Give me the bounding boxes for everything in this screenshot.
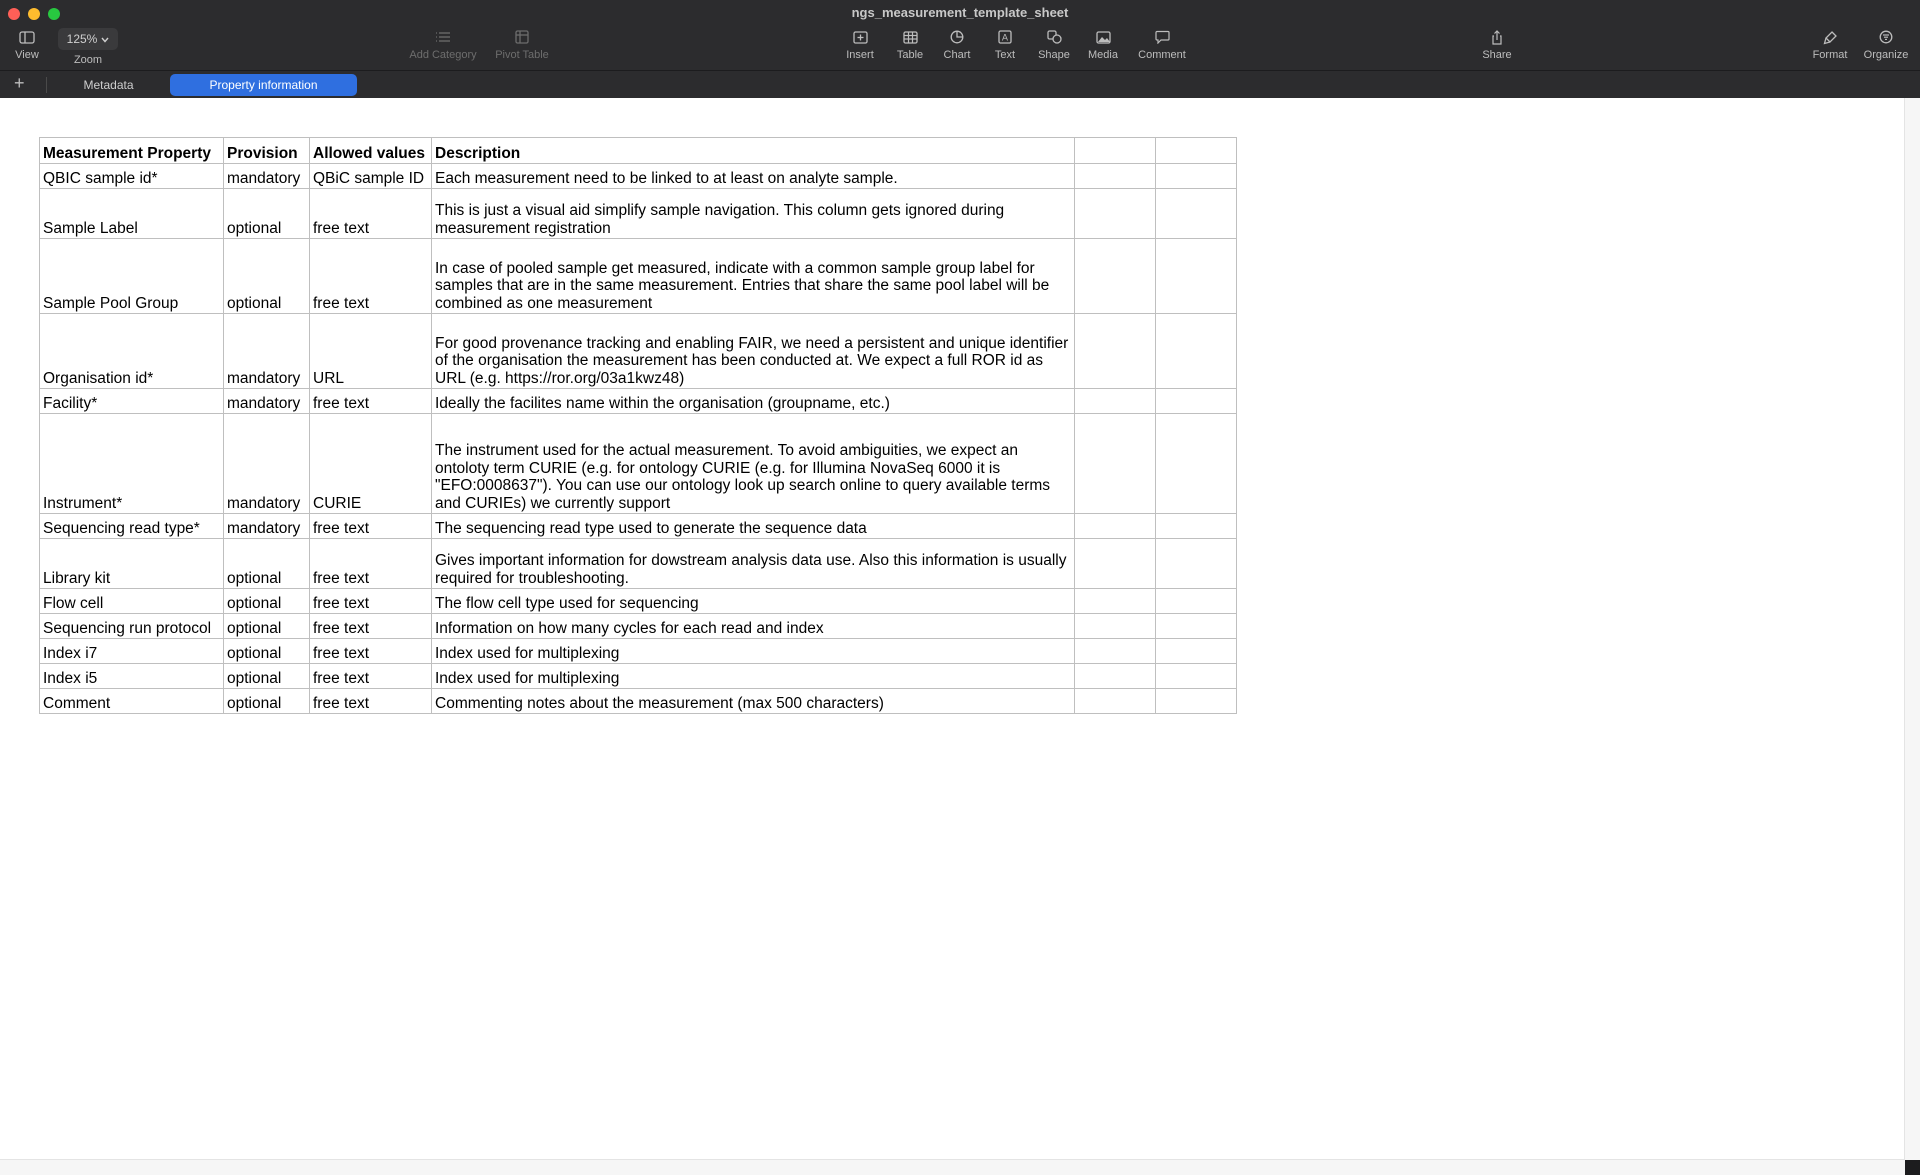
table-cell[interactable]: URL: [310, 314, 432, 389]
table-cell[interactable]: [1075, 164, 1156, 189]
table-cell[interactable]: For good provenance tracking and enabling FAIR, we need a persistent and unique identifier of the organisation the measurement has been conducted at. We expect a full ROR id as URL (e.g. https://ror.org/03a1kwz48): [432, 314, 1075, 389]
organize-icon: [1879, 28, 1893, 46]
table-label: Table: [896, 49, 924, 61]
pivot-table-label: Pivot Table: [495, 49, 549, 61]
tab-property-information[interactable]: Property information: [170, 74, 357, 96]
table-cell[interactable]: Flow cell: [40, 589, 224, 614]
table-cell[interactable]: [1075, 639, 1156, 664]
sidebar-icon: [19, 28, 35, 46]
table-cell[interactable]: [1075, 389, 1156, 414]
table-cell[interactable]: [1156, 689, 1237, 714]
table-cell[interactable]: free text: [310, 639, 432, 664]
table-cell[interactable]: Index i7: [40, 639, 224, 664]
table-cell[interactable]: The flow cell type used for sequencing: [432, 589, 1075, 614]
text-label: Text: [994, 49, 1016, 61]
table-cell[interactable]: Commenting notes about the measurement (max 500 characters): [432, 689, 1075, 714]
window-title: ngs_measurement_template_sheet: [851, 5, 1069, 20]
table-cell[interactable]: mandatory: [224, 389, 310, 414]
header-row: [40, 138, 1237, 164]
table-cell[interactable]: [1156, 639, 1237, 664]
insert-icon: [853, 28, 868, 46]
table-cell[interactable]: free text: [310, 189, 432, 239]
scrollbar-corner: [1905, 1160, 1920, 1175]
table-cell[interactable]: Instrument*: [40, 414, 224, 514]
table-cell[interactable]: Sequencing read type*: [40, 514, 224, 539]
format-label: Format: [1812, 49, 1848, 61]
tab-divider: [46, 77, 47, 93]
property-table: [39, 137, 1237, 714]
table-cell[interactable]: [1075, 614, 1156, 639]
table-row: [40, 689, 1237, 714]
table-cell[interactable]: In case of pooled sample get measured, indicate with a common sample group label for samples that are in the same measurement. Entries that share the same pool label will be combined as one measurement: [432, 239, 1075, 314]
comment-icon: [1155, 28, 1170, 46]
toolbar: [0, 0, 1920, 70]
table-cell[interactable]: optional: [224, 589, 310, 614]
header-cell[interactable]: Description: [432, 138, 1075, 164]
table-cell[interactable]: [1075, 239, 1156, 314]
table-cell[interactable]: [1075, 689, 1156, 714]
table-cell[interactable]: free text: [310, 589, 432, 614]
table-cell[interactable]: Information on how many cycles for each read and index: [432, 614, 1075, 639]
table-cell[interactable]: [1156, 314, 1237, 389]
table-cell[interactable]: mandatory: [224, 164, 310, 189]
table-cell[interactable]: free text: [310, 664, 432, 689]
table-cell[interactable]: free text: [310, 689, 432, 714]
organize-label: Organize: [1863, 49, 1909, 61]
table-cell[interactable]: [1075, 589, 1156, 614]
table-cell[interactable]: Index used for multiplexing: [432, 664, 1075, 689]
table-cell[interactable]: optional: [224, 614, 310, 639]
header-cell[interactable]: Allowed values: [310, 138, 432, 164]
organize-button[interactable]: [1851, 28, 1920, 68]
share-label: Share: [1482, 49, 1512, 61]
table-cell[interactable]: Index i5: [40, 664, 224, 689]
table-cell[interactable]: Organisation id*: [40, 314, 224, 389]
media-label: Media: [1088, 49, 1118, 61]
sheet-tab-bar: [0, 70, 1920, 99]
table-cell[interactable]: [1075, 314, 1156, 389]
table-cell[interactable]: QBiC sample ID: [310, 164, 432, 189]
table-cell[interactable]: free text: [310, 389, 432, 414]
table-cell[interactable]: mandatory: [224, 514, 310, 539]
table-cell[interactable]: Sample Label: [40, 189, 224, 239]
add-category-button[interactable]: [408, 28, 478, 68]
table-cell[interactable]: free text: [310, 539, 432, 589]
pivot-table-icon: [515, 28, 529, 46]
table-cell[interactable]: [1156, 539, 1237, 589]
table-row: [40, 414, 1237, 514]
table-cell[interactable]: optional: [224, 539, 310, 589]
horizontal-scrollbar[interactable]: [0, 1159, 1905, 1175]
table-cell[interactable]: Each measurement need to be linked to at least on analyte sample.: [432, 164, 1075, 189]
table-row: [40, 639, 1237, 664]
image-icon: [1096, 28, 1111, 46]
table-cell[interactable]: free text: [310, 239, 432, 314]
table-cell[interactable]: [1156, 514, 1237, 539]
table-row: [40, 664, 1237, 689]
zoom-label: Zoom: [73, 54, 103, 66]
table-cell[interactable]: [1156, 614, 1237, 639]
table-cell[interactable]: free text: [310, 514, 432, 539]
shape-label: Shape: [1038, 49, 1070, 61]
add-category-label: Add Category: [409, 49, 477, 61]
table-row: [40, 614, 1237, 639]
table-row: [40, 589, 1237, 614]
table-row: [40, 539, 1237, 589]
table-row: [40, 239, 1237, 314]
table-cell[interactable]: free text: [310, 614, 432, 639]
table-cell[interactable]: [1075, 189, 1156, 239]
table-cell[interactable]: Ideally the facilites name within the organisation (groupname, etc.): [432, 389, 1075, 414]
table-cell[interactable]: [1075, 414, 1156, 514]
table-cell[interactable]: [1156, 414, 1237, 514]
table-cell[interactable]: mandatory: [224, 314, 310, 389]
paintbrush-icon: [1823, 28, 1838, 46]
tab-metadata[interactable]: Metadata: [83, 78, 134, 92]
table-cell[interactable]: [1156, 239, 1237, 314]
table-cell[interactable]: Library kit: [40, 539, 224, 589]
share-icon: [1491, 28, 1503, 46]
chart-label: Chart: [943, 49, 971, 61]
add-sheet-button[interactable]: +: [14, 73, 25, 93]
header-cell[interactable]: Measurement Property: [40, 138, 224, 164]
comment-button[interactable]: [1127, 28, 1197, 68]
pivot-table-button[interactable]: [487, 28, 557, 68]
table-cell[interactable]: CURIE: [310, 414, 432, 514]
table-row: [40, 164, 1237, 189]
table-cell[interactable]: This is just a visual aid simplify sample navigation. This column gets ignored during measurement registration: [432, 189, 1075, 239]
header-cell[interactable]: Provision: [224, 138, 310, 164]
shape-icon: [1047, 28, 1062, 46]
table-row: [40, 314, 1237, 389]
table-cell[interactable]: Gives important information for dowstream analysis data use. Also this information is usually required for troubleshooting.: [432, 539, 1075, 589]
share-button[interactable]: [1462, 28, 1532, 68]
table-cell[interactable]: [1156, 389, 1237, 414]
table-cell[interactable]: QBIC sample id*: [40, 164, 224, 189]
table-cell[interactable]: optional: [224, 664, 310, 689]
svg-text:A: A: [1001, 33, 1009, 44]
header-cell[interactable]: [1156, 138, 1237, 164]
table-cell[interactable]: [1075, 664, 1156, 689]
table-cell[interactable]: The instrument used for the actual measurement. To avoid ambiguities, we expect an ontoloty term CURIE (e.g. for ontology CURIE (e.g. for Illumina NovaSeq 6000 it is "EFO:0008637"). You can use our ontology look up search online to query available terms and CURIEs) we currently support: [432, 414, 1075, 514]
chevron-down-icon: [101, 32, 109, 46]
table-cell[interactable]: Facility*: [40, 389, 224, 414]
view-label: View: [15, 49, 39, 61]
table-cell[interactable]: [1075, 539, 1156, 589]
table-icon: [903, 28, 918, 46]
table-cell[interactable]: Sequencing run protocol: [40, 614, 224, 639]
view-button[interactable]: [0, 28, 62, 68]
table-cell[interactable]: optional: [224, 639, 310, 664]
table-cell[interactable]: Sample Pool Group: [40, 239, 224, 314]
table-cell[interactable]: optional: [224, 239, 310, 314]
table-row: [40, 389, 1237, 414]
text-box-icon: [998, 28, 1012, 46]
table-cell[interactable]: Comment: [40, 689, 224, 714]
table-cell[interactable]: The sequencing read type used to generate the sequence data: [432, 514, 1075, 539]
table-cell[interactable]: optional: [224, 689, 310, 714]
table-cell[interactable]: [1156, 189, 1237, 239]
table-cell[interactable]: optional: [224, 189, 310, 239]
header-cell[interactable]: [1075, 138, 1156, 164]
table-cell[interactable]: [1075, 514, 1156, 539]
table-cell[interactable]: [1156, 664, 1237, 689]
table-row: [40, 189, 1237, 239]
zoom-value: 125%: [66, 32, 98, 46]
table-row: [40, 514, 1237, 539]
table-cell[interactable]: Index used for multiplexing: [432, 639, 1075, 664]
chart-icon: [950, 28, 964, 46]
comment-label: Comment: [1138, 49, 1186, 61]
table-cell[interactable]: [1156, 589, 1237, 614]
table-cell[interactable]: [1156, 164, 1237, 189]
table-cell[interactable]: mandatory: [224, 414, 310, 514]
zoom-select[interactable]: [58, 28, 118, 50]
insert-label: Insert: [846, 49, 874, 61]
vertical-scrollbar[interactable]: [1904, 98, 1920, 1160]
list-icon: [435, 28, 451, 46]
